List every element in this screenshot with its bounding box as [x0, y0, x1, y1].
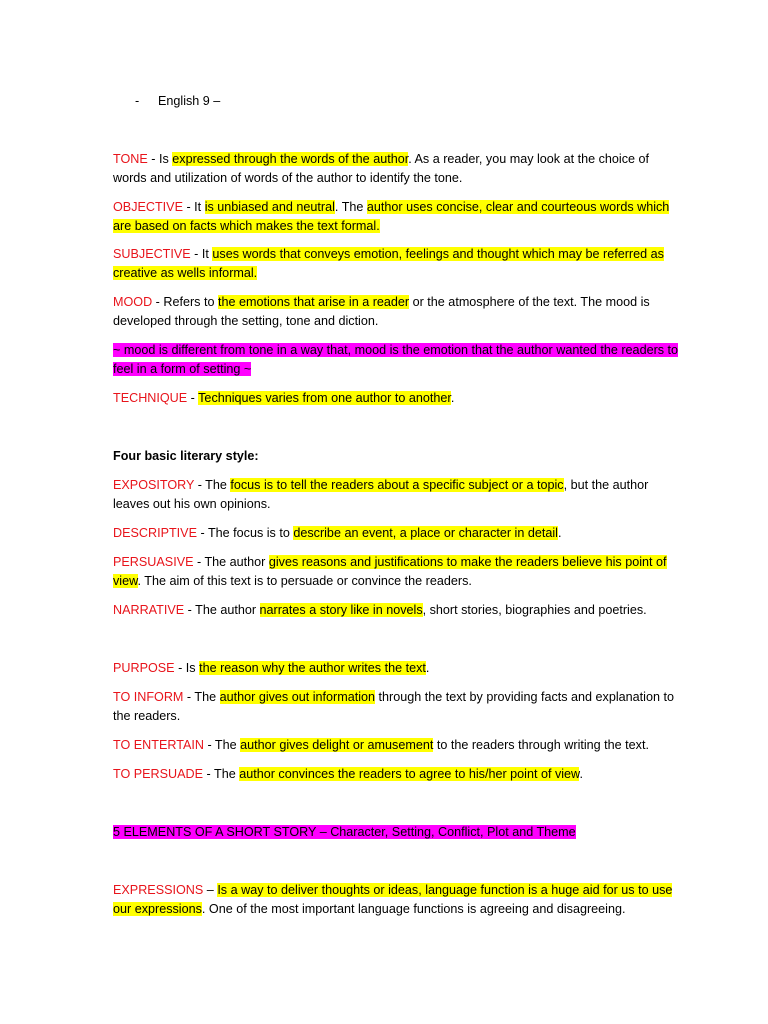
- text-run: . As a reader, you may look at the choice of words and utilization of words of the author to identify the tone.: [113, 152, 650, 185]
- text-run: .: [557, 526, 562, 540]
- highlighted-text: is unbiased and neutral: [204, 200, 335, 214]
- text-run: - It: [182, 200, 205, 214]
- paragraph-mood: [113, 293, 683, 331]
- paragraph-to-persuade: [113, 765, 683, 784]
- highlighted-text: expressed through the words of the author: [172, 152, 409, 166]
- text-run: . One of the most important language functions is agreeing and disagreeing.: [201, 902, 626, 916]
- text-run: , but the author leaves out his own opinions.: [113, 478, 649, 511]
- text-run: to the readers through writing the text.: [433, 738, 649, 752]
- text-run: . The aim of this text is to persuade or convince the readers.: [137, 574, 472, 588]
- term-label: TO PERSUADE: [113, 767, 204, 781]
- text-run: . The: [334, 200, 367, 214]
- paragraph-to-inform: [113, 688, 683, 726]
- paragraph-persuasive: [113, 553, 683, 591]
- text-run: - The: [183, 690, 220, 704]
- bullet-text: English 9 –: [158, 94, 221, 108]
- paragraph-to-entertain: [113, 736, 683, 755]
- text-run: - Refers to: [152, 295, 218, 309]
- paragraph-technique: [113, 389, 683, 408]
- highlighted-text: author uses concise, clear and courteous words which are based on facts which makes the text formal.: [113, 200, 670, 233]
- term-label: DESCRIPTIVE: [113, 526, 197, 540]
- paragraph-descriptive: [113, 524, 683, 543]
- highlighted-text: the emotions that arise in a reader: [217, 295, 410, 309]
- term-label: EXPRESSIONS: [113, 883, 204, 897]
- paragraph-expository: [113, 476, 683, 514]
- term-label: TO INFORM: [113, 690, 184, 704]
- text-run: , short stories, biographies and poetries.: [422, 603, 647, 617]
- paragraph-tone: [113, 150, 683, 188]
- paragraph-elements-banner: [113, 823, 683, 842]
- text-run: - The: [203, 738, 241, 752]
- paragraph-purpose: [113, 659, 683, 678]
- term-label: MOOD: [113, 295, 153, 309]
- text-run: .: [450, 391, 455, 405]
- text-run: - It: [190, 247, 213, 261]
- text-run: or the atmosphere of the text. The mood is developed through the setting, tone and diction.: [113, 295, 650, 328]
- text-run: –: [203, 883, 218, 897]
- highlighted-text: author gives delight or amusement: [240, 738, 434, 752]
- magenta-highlight-note: ~ mood is different from tone in a way that, mood is the emotion that the author wanted the readers to feel in a form of setting ~: [113, 343, 679, 376]
- highlighted-text: Is a way to deliver thoughts or ideas, language function is a huge aid for us to use our expressions: [113, 883, 673, 916]
- text-run: -: [187, 391, 199, 405]
- highlighted-text: focus is to tell the readers about a specific subject or a topic: [230, 478, 564, 492]
- term-label: PERSUASIVE: [113, 555, 194, 569]
- term-label: SUBJECTIVE: [113, 247, 191, 261]
- magenta-highlight-banner: 5 ELEMENTS OF A SHORT STORY – Character, Setting, Conflict, Plot and Theme: [113, 825, 576, 839]
- text-run: - The: [203, 767, 240, 781]
- paragraph-subjective: [113, 245, 683, 283]
- bullet-dash: -: [135, 94, 140, 108]
- term-label: NARRATIVE: [113, 603, 185, 617]
- paragraph-objective: [113, 198, 683, 236]
- text-run: - The author: [193, 555, 269, 569]
- highlighted-text: describe an event, a place or character in detail: [293, 526, 558, 540]
- highlighted-text: gives reasons and justifications to make the readers believe his point of view: [113, 555, 667, 588]
- text-run: - Is: [147, 152, 173, 166]
- term-label: TECHNIQUE: [113, 391, 188, 405]
- paragraph-narrative: [113, 601, 683, 620]
- text-run: .: [579, 767, 583, 781]
- term-label: TONE: [113, 152, 148, 166]
- heading-literary-style: Four basic literary style:: [113, 449, 259, 463]
- text-run: - The author: [184, 603, 260, 617]
- term-label: TO ENTERTAIN: [113, 738, 204, 752]
- term-label: EXPOSITORY: [113, 478, 195, 492]
- term-label: PURPOSE: [113, 661, 175, 675]
- highlighted-text: uses words that conveys emotion, feelings and thought which may be referred as creative as wells informal.: [113, 247, 664, 280]
- highlighted-text: narrates a story like in novels: [259, 603, 423, 617]
- highlighted-text: Techniques varies from one author to another: [198, 391, 451, 405]
- highlighted-text: the reason why the author writes the text: [199, 661, 426, 675]
- text-run: through the text by providing facts and explanation to the readers.: [113, 690, 674, 723]
- text-run: - Is: [174, 661, 200, 675]
- term-label: OBJECTIVE: [113, 200, 183, 214]
- text-run: - The: [194, 478, 231, 492]
- paragraph-mood-note: [113, 341, 683, 379]
- text-run: - The focus is to: [196, 526, 294, 540]
- paragraph-expressions: [113, 881, 683, 919]
- text-run: .: [425, 661, 430, 675]
- highlighted-text: author convinces the readers to agree to his/her point of view: [239, 767, 580, 781]
- highlighted-text: author gives out information: [219, 690, 376, 704]
